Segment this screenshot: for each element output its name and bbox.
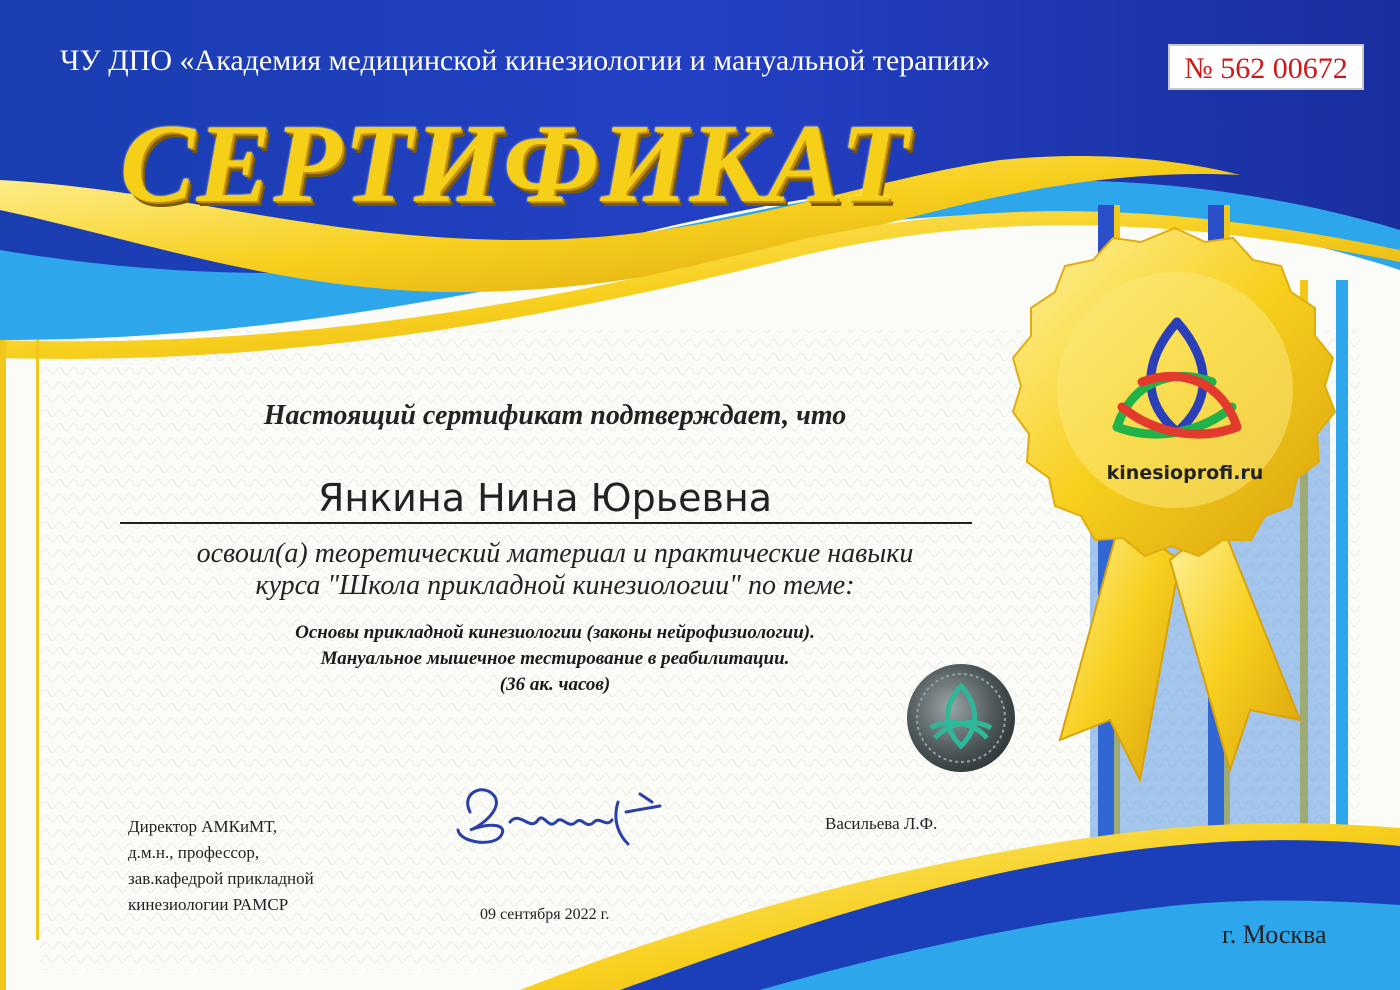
name-underline xyxy=(120,522,972,524)
organization-name: ЧУ ДПО «Академия медицинской кинезиологии и мануальной терапии» xyxy=(60,44,991,77)
triquetra-logo-icon xyxy=(1102,312,1252,462)
course-hours: (36 ак. часов) xyxy=(499,674,611,695)
issue-city: г. Москва xyxy=(1222,920,1327,949)
certificate-number: № 562 00672 xyxy=(1168,44,1364,90)
course-topics xyxy=(170,620,940,698)
intro-text: Настоящий сертификат подтверждает, что xyxy=(263,400,847,431)
certificate-title: СЕРТИФИКАТ xyxy=(120,102,911,226)
topic-line: Основы прикладной кинезиологии (законы нейрофизиологии). xyxy=(295,622,815,643)
position-line: зав.кафедрой прикладной xyxy=(128,869,314,888)
course-description xyxy=(140,538,970,602)
recipient-name: Янкина Нина Юрьевна xyxy=(317,476,773,520)
director-position xyxy=(128,814,388,918)
issue-date: 09 сентября 2022 г. xyxy=(480,906,610,923)
website-label: kinesioprofi.ru xyxy=(1106,462,1264,484)
course-description-line: освоил(а) теоретический материал и практические навыки xyxy=(196,538,914,569)
director-name: Васильева Л.Ф. xyxy=(825,814,938,833)
position-line: д.м.н., профессор, xyxy=(128,843,260,862)
position-line: кинезиологии РАМСР xyxy=(128,895,289,914)
director-signature xyxy=(440,772,690,862)
position-line: Директор АМКиМТ, xyxy=(128,817,278,836)
topic-line: Мануальное мышечное тестирование в реабилитации. xyxy=(320,648,790,669)
course-description-line: курса "Школа прикладной кинезиологии" по теме: xyxy=(255,570,855,601)
